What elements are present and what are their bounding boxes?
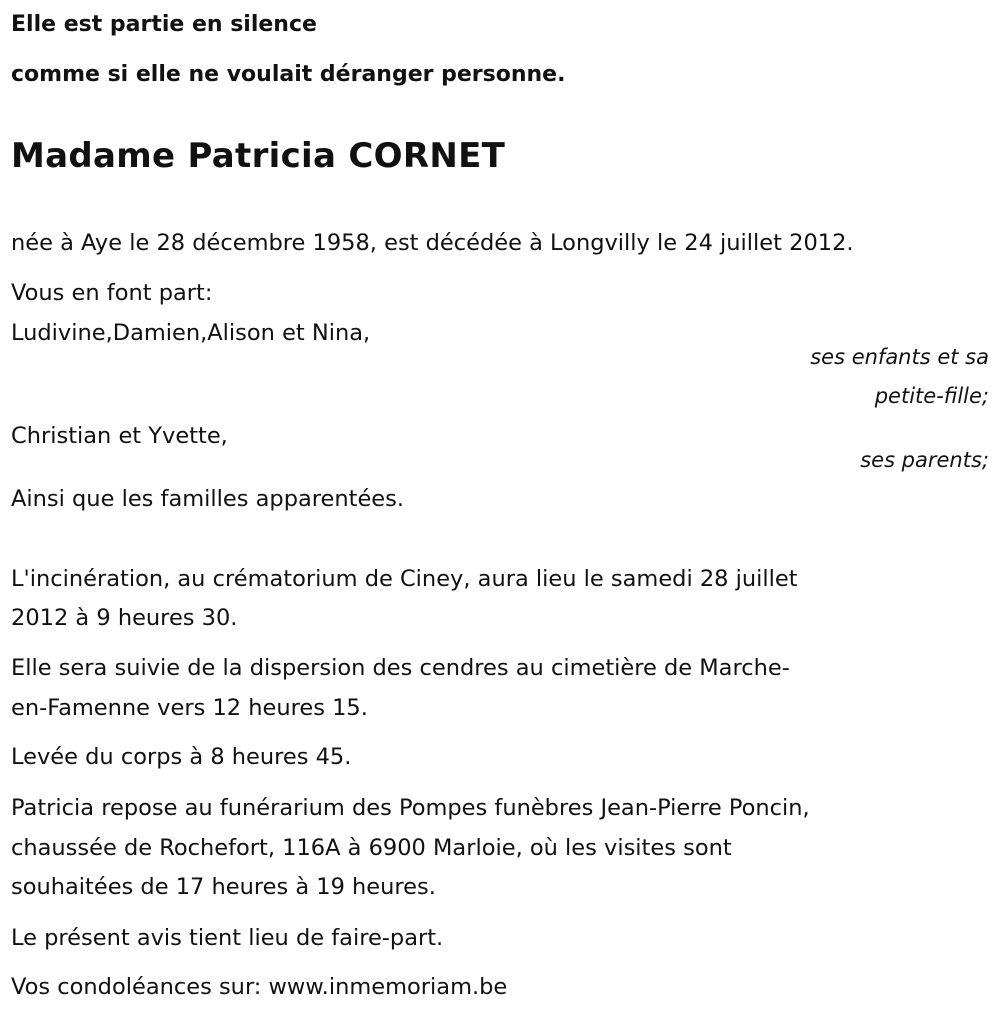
parents-role: ses parents; [860, 448, 989, 472]
dispersion-line-1: Elle sera suivie de la dispersion des cendres au cimetière de Marche- [11, 655, 790, 681]
repose-line-2: chaussée de Rochefort, 116A à 6900 Marloie, où les visites sont [11, 835, 732, 861]
children-role-line-2: petite-fille; [874, 384, 989, 408]
cremation-line-2: 2012 à 9 heures 30. [11, 605, 238, 631]
dispersion-line-2: en-Famenne vers 12 heures 15. [11, 695, 368, 721]
announcers-intro: Vous en font part: [11, 280, 213, 306]
epigraph-line-2: comme si elle ne voulait déranger personne. [11, 62, 566, 87]
birth-death-text: née à Aye le 28 décembre 1958, est décédée à Longvilly le 24 juillet 2012. [11, 230, 854, 256]
repose-line-1: Patricia repose au funérarium des Pompes funèbres Jean-Pierre Poncin, [11, 795, 810, 821]
deceased-name: Madame Patricia CORNET [11, 136, 506, 176]
repose-line-3: souhaitées de 17 heures à 19 heures. [11, 874, 436, 900]
cremation-line-1: L'incinération, au crématorium de Ciney, aura lieu le samedi 28 juillet [11, 566, 798, 592]
epigraph-line-1: Elle est partie en silence [11, 12, 317, 37]
children-role-line-1: ses enfants et sa [810, 345, 989, 369]
condolences-text: Vos condoléances sur: www.inmemoriam.be [11, 974, 508, 1000]
faire-part-text: Le présent avis tient lieu de faire-part. [11, 925, 444, 951]
families-text: Ainsi que les familles apparentées. [11, 486, 405, 512]
parents-names: Christian et Yvette, [11, 423, 228, 449]
levee-text: Levée du corps à 8 heures 45. [11, 744, 352, 770]
children-names: Ludivine,Damien,Alison et Nina, [11, 320, 371, 346]
